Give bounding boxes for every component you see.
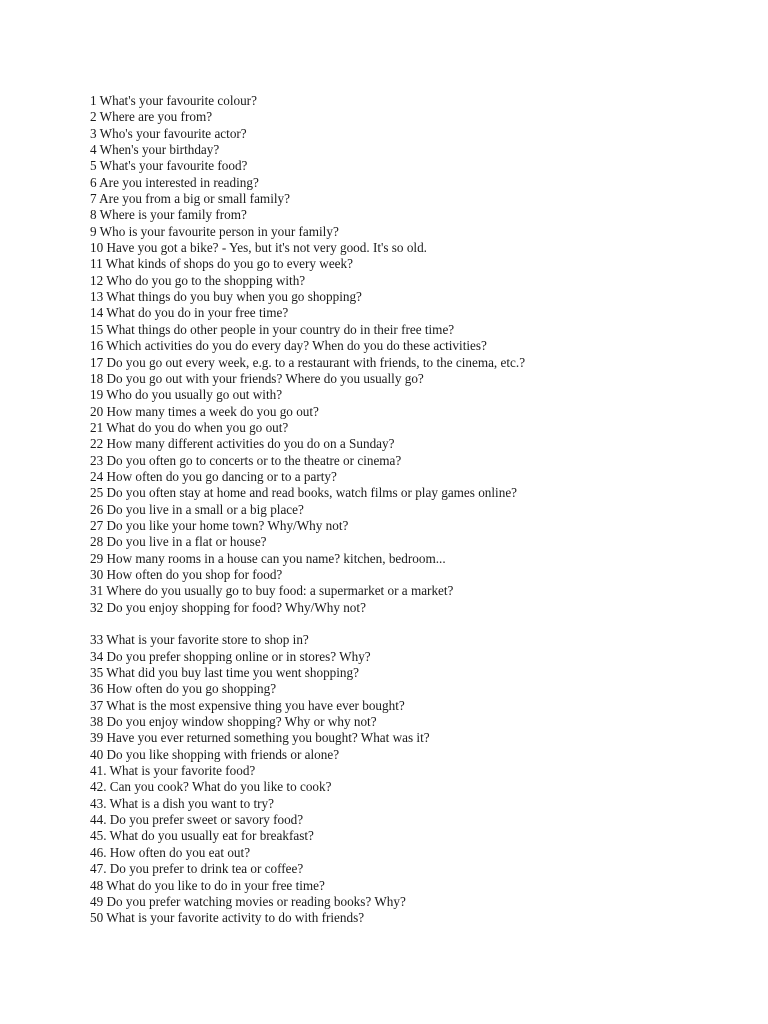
- list-item: 14 What do you do in your free time?: [90, 305, 289, 321]
- list-item: 8 Where is your family from?: [90, 207, 247, 223]
- list-item: 44. Do you prefer sweet or savory food?: [90, 812, 304, 828]
- list-item: 38 Do you enjoy window shopping? Why or why not?: [90, 714, 377, 730]
- list-item: 34 Do you prefer shopping online or in stores? Why?: [90, 648, 371, 664]
- list-item: 12 Who do you go to the shopping with?: [90, 272, 306, 288]
- list-item: 30 How often do you shop for food?: [90, 566, 283, 582]
- list-item: 26 Do you live in a small or a big place?: [90, 501, 304, 517]
- list-item: 2 Where are you from?: [90, 109, 213, 125]
- list-item: 4 When's your birthday?: [90, 142, 220, 158]
- list-item: 40 Do you like shopping with friends or alone?: [90, 746, 340, 762]
- list-item: 48 What do you like to do in your free time?: [90, 877, 325, 893]
- list-item: 25 Do you often stay at home and read books, watch films or play games online?: [90, 485, 518, 501]
- list-item: 36 How often do you go shopping?: [90, 681, 277, 697]
- list-item: 47. Do you prefer to drink tea or coffee?: [90, 861, 304, 877]
- list-item: 24 How often do you go dancing or to a party?: [90, 468, 337, 484]
- list-item: 27 Do you like your home town? Why/Why not?: [90, 517, 349, 533]
- list-item: 29 How many rooms in a house can you name? kitchen, bedroom...: [90, 550, 446, 566]
- list-item: 32 Do you enjoy shopping for food? Why/Why not?: [90, 599, 366, 615]
- list-item: 19 Who do you usually go out with?: [90, 387, 283, 403]
- list-item: 33 What is your favorite store to shop in?: [90, 632, 309, 648]
- list-item: 1 What's your favourite colour?: [90, 93, 257, 108]
- list-item: 43. What is a dish you want to try?: [90, 795, 274, 811]
- list-item: 10 Have you got a bike? - Yes, but it's not very good. It's so old.: [90, 240, 427, 256]
- list-item: 5 What's your favourite food?: [90, 158, 248, 174]
- list-item: 49 Do you prefer watching movies or reading books? Why?: [90, 893, 406, 909]
- list-item: 35 What did you buy last time you went shopping?: [90, 665, 359, 681]
- list-item: 23 Do you often go to concerts or to the theatre or cinema?: [90, 452, 402, 468]
- list-item: 21 What do you do when you go out?: [90, 419, 289, 435]
- list-item: 3 Who's your favourite actor?: [90, 125, 247, 141]
- list-item: 42. Can you cook? What do you like to cook?: [90, 779, 332, 795]
- list-item: 39 Have you ever returned something you bought? What was it?: [90, 730, 430, 746]
- list-item: 46. How often do you eat out?: [90, 844, 251, 860]
- list-item: 11 What kinds of shops do you go to every week?: [90, 256, 353, 272]
- list-item: 15 What things do other people in your country do in their free time?: [90, 321, 455, 337]
- list-item: 45. What do you usually eat for breakfast?: [90, 828, 314, 844]
- list-item: 18 Do you go out with your friends? Where do you usually go?: [90, 370, 424, 386]
- question-list: [90, 93, 525, 927]
- list-item: 20 How many times a week do you go out?: [90, 403, 319, 419]
- list-item: 13 What things do you buy when you go shopping?: [90, 289, 362, 305]
- list-item: 41. What is your favorite food?: [90, 763, 256, 779]
- blank-line: [90, 616, 525, 632]
- list-item: 22 How many different activities do you do on a Sunday?: [90, 436, 395, 452]
- list-item: 7 Are you from a big or small family?: [90, 191, 290, 207]
- list-item: 16 Which activities do you do every day? When do you do these activities?: [90, 338, 487, 354]
- list-item: 28 Do you live in a flat or house?: [90, 534, 267, 550]
- list-item: 50 What is your favorite activity to do with friends?: [90, 910, 365, 926]
- list-item: 9 Who is your favourite person in your family?: [90, 223, 339, 239]
- list-item: 31 Where do you usually go to buy food: a supermarket or a market?: [90, 583, 454, 599]
- list-item: 37 What is the most expensive thing you have ever bought?: [90, 697, 405, 713]
- list-item: 6 Are you interested in reading?: [90, 174, 259, 190]
- list-item: 17 Do you go out every week, e.g. to a restaurant with friends, to the cinema, etc.?: [90, 354, 526, 370]
